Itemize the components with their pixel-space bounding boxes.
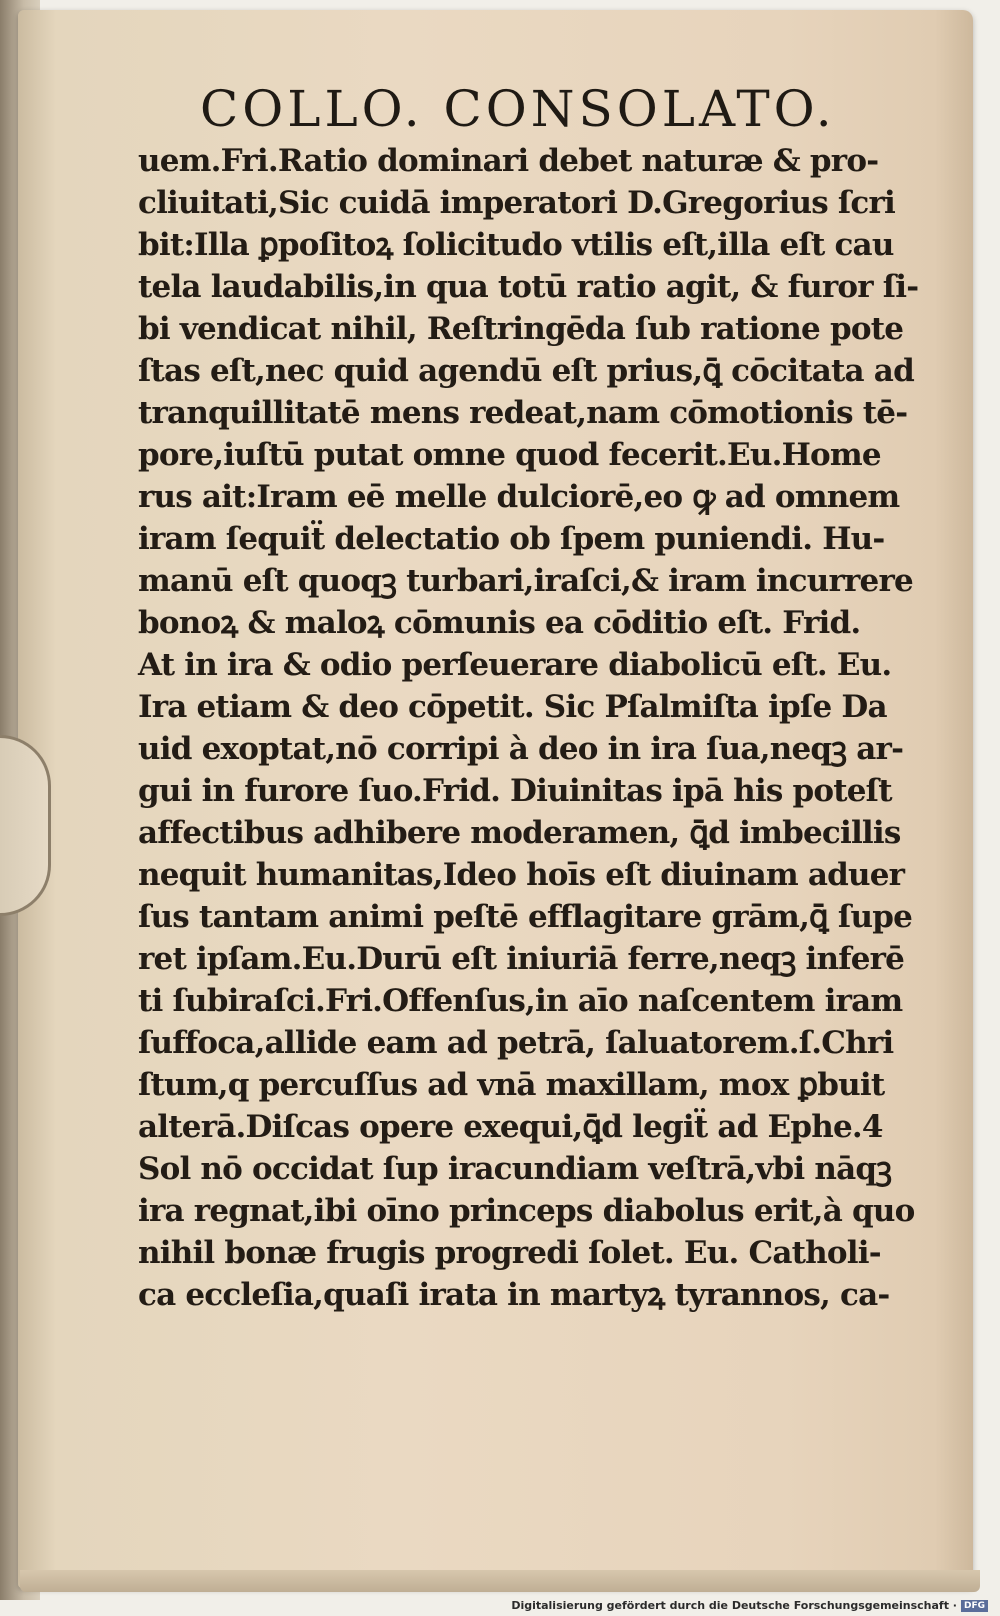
text-line: manū eſt quoqꝫ turbari,iraſci,& iram incurrere (138, 563, 913, 599)
text-line: At in ira & odio perſeuerare diabolicū eſt. Eu. (138, 647, 892, 683)
text-line: cliuitati,Sic cuidā imperatori D.Gregorius ſcri (138, 185, 895, 221)
book-clasp (0, 735, 51, 916)
text-line: bonoꝝ & maloꝝ cōmunis ea cōditio eſt. Frid. (138, 605, 861, 641)
text-line: Ira etiam & deo cōpetit. Sic Pſalmiſta ipſe Da (138, 689, 887, 725)
text-line: rus ait:Iram eē melle dulciorē,eo ꝙ ad omnem (138, 479, 900, 515)
text-line: affectibus adhibere moderamen, ꝗ̄d imbecillis (138, 815, 901, 851)
text-line: uid exoptat,nō corripi à deo in ira ſua,neqꝫ ar- (138, 731, 904, 767)
text-line: gui in furore ſuo.Frid. Diuinitas ipā his poteſt (138, 773, 892, 809)
text-line: bit:Illa ꝑpoſitoꝝ ſolicitudo vtilis eſt,illa eſt cau (138, 227, 894, 263)
text-line: nequit humanitas,Ideo hoīs eſt diuinam aduer (138, 857, 905, 893)
text-line: ſuffoca,allide eam ad petrā, ſaluatorem.ſ.Chri (138, 1025, 894, 1061)
running-head: COLLO. CONSOLATO. (200, 80, 836, 138)
text-line: iram ſequiẗ delectatio ob ſpem puniendi. Hu- (138, 521, 885, 557)
text-line: ſtas eſt,nec quid agendū eſt prius,ꝗ̄ cōcitata ad (138, 353, 914, 389)
credit-text: Digitalisierung gefördert durch die Deutsche Forschungsgemeinschaft · (511, 1599, 957, 1612)
dfg-logo-icon: DFG (961, 1600, 988, 1612)
page-bottom-edge (20, 1570, 980, 1592)
text-line: tela laudabilis,in qua totū ratio agit, & furor ſi- (138, 269, 919, 305)
text-line: ret ipſam.Eu.Durū eſt iniuriā ferre,neqꝫ inferē (138, 941, 905, 977)
text-line: ti ſubiraſci.Fri.Offenſus,in aīo naſcentem iram (138, 983, 903, 1019)
text-line: uem.Fri.Ratio dominari debet naturæ & pro- (138, 143, 879, 179)
text-line: ira regnat,ibi oīno princeps diabolus erit,à quo (138, 1193, 915, 1229)
text-line: ſtum,q percuſſus ad vnā maxillam, mox ꝑbuit (138, 1067, 885, 1103)
text-line: ca eccleſia,quaſi irata in martyꝝ tyrannos, ca- (138, 1277, 890, 1313)
text-line: alterā.Diſcas opere exequi,ꝗ̄d legiẗ ad Ephe.4 (138, 1109, 883, 1145)
text-line: Sol nō occidat ſup iracundiam veſtrā,vbi nāqꝫ (138, 1151, 892, 1187)
text-line: tranquillitatē mens redeat,nam cōmotionis tē- (138, 395, 908, 431)
digitization-credit (511, 1599, 988, 1612)
text-line: pore,iuſtū putat omne quod fecerit.Eu.Home (138, 437, 881, 473)
text-line: bi vendicat nihil, Reſtringēda ſub ratione pote (138, 311, 904, 347)
body-text (138, 140, 928, 1316)
text-line: ſus tantam animi peſtē efflagitare grām,ꝗ̄ ſupe (138, 899, 912, 935)
text-line: nihil bonæ frugis progredi ſolet. Eu. Catholi- (138, 1235, 881, 1271)
